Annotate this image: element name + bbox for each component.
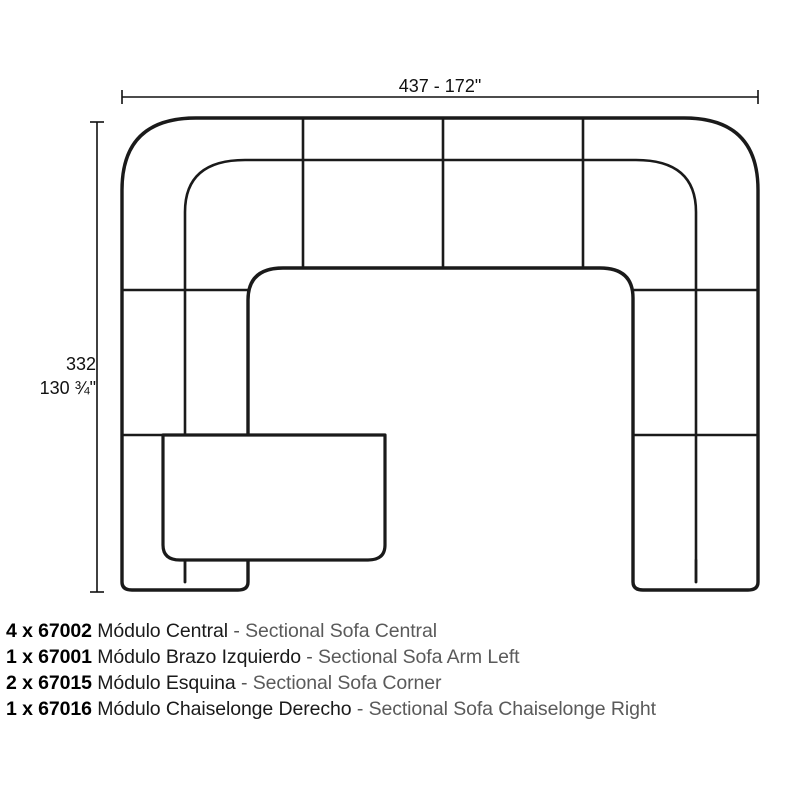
width-dimension-value: 437 - 172" [398, 76, 482, 96]
legend-separator: - [233, 620, 240, 642]
width-dimension-label [330, 76, 550, 97]
legend-name-es: Módulo Central [97, 620, 229, 642]
legend-name-en: Sectional Sofa Arm Left [318, 646, 520, 668]
legend-name-es: Módulo Brazo Izquierdo [97, 646, 301, 668]
height-dimension-value-cm: 332 [65, 354, 96, 374]
chaiselongue-module [163, 435, 385, 560]
module-legend [0, 618, 800, 722]
legend-item [6, 670, 794, 696]
legend-qty: 4 x 67002 [6, 620, 92, 642]
legend-qty: 1 x 67001 [6, 646, 92, 668]
legend-item [6, 644, 794, 670]
legend-name-es: Módulo Esquina [97, 672, 236, 694]
legend-name-en: Sectional Sofa Central [245, 620, 437, 642]
sofa-foot-details [185, 560, 696, 582]
legend-separator: - [240, 672, 248, 694]
legend-name-es: Módulo Chaiselonge Derecho [97, 698, 352, 720]
height-dimension-label [6, 352, 96, 400]
legend-name-en: Sectional Sofa Corner [252, 672, 442, 694]
height-dimension-value-in: 130 ¾" [39, 378, 96, 398]
legend-qty: 1 x 67016 [6, 698, 92, 720]
legend-qty: 2 x 67015 [6, 672, 92, 694]
legend-separator: - [356, 698, 364, 720]
legend-item [6, 696, 794, 722]
legend-separator: - [306, 646, 313, 668]
legend-name-en: Sectional Sofa Chaiselonge Right [368, 698, 656, 720]
legend-item [6, 618, 794, 644]
